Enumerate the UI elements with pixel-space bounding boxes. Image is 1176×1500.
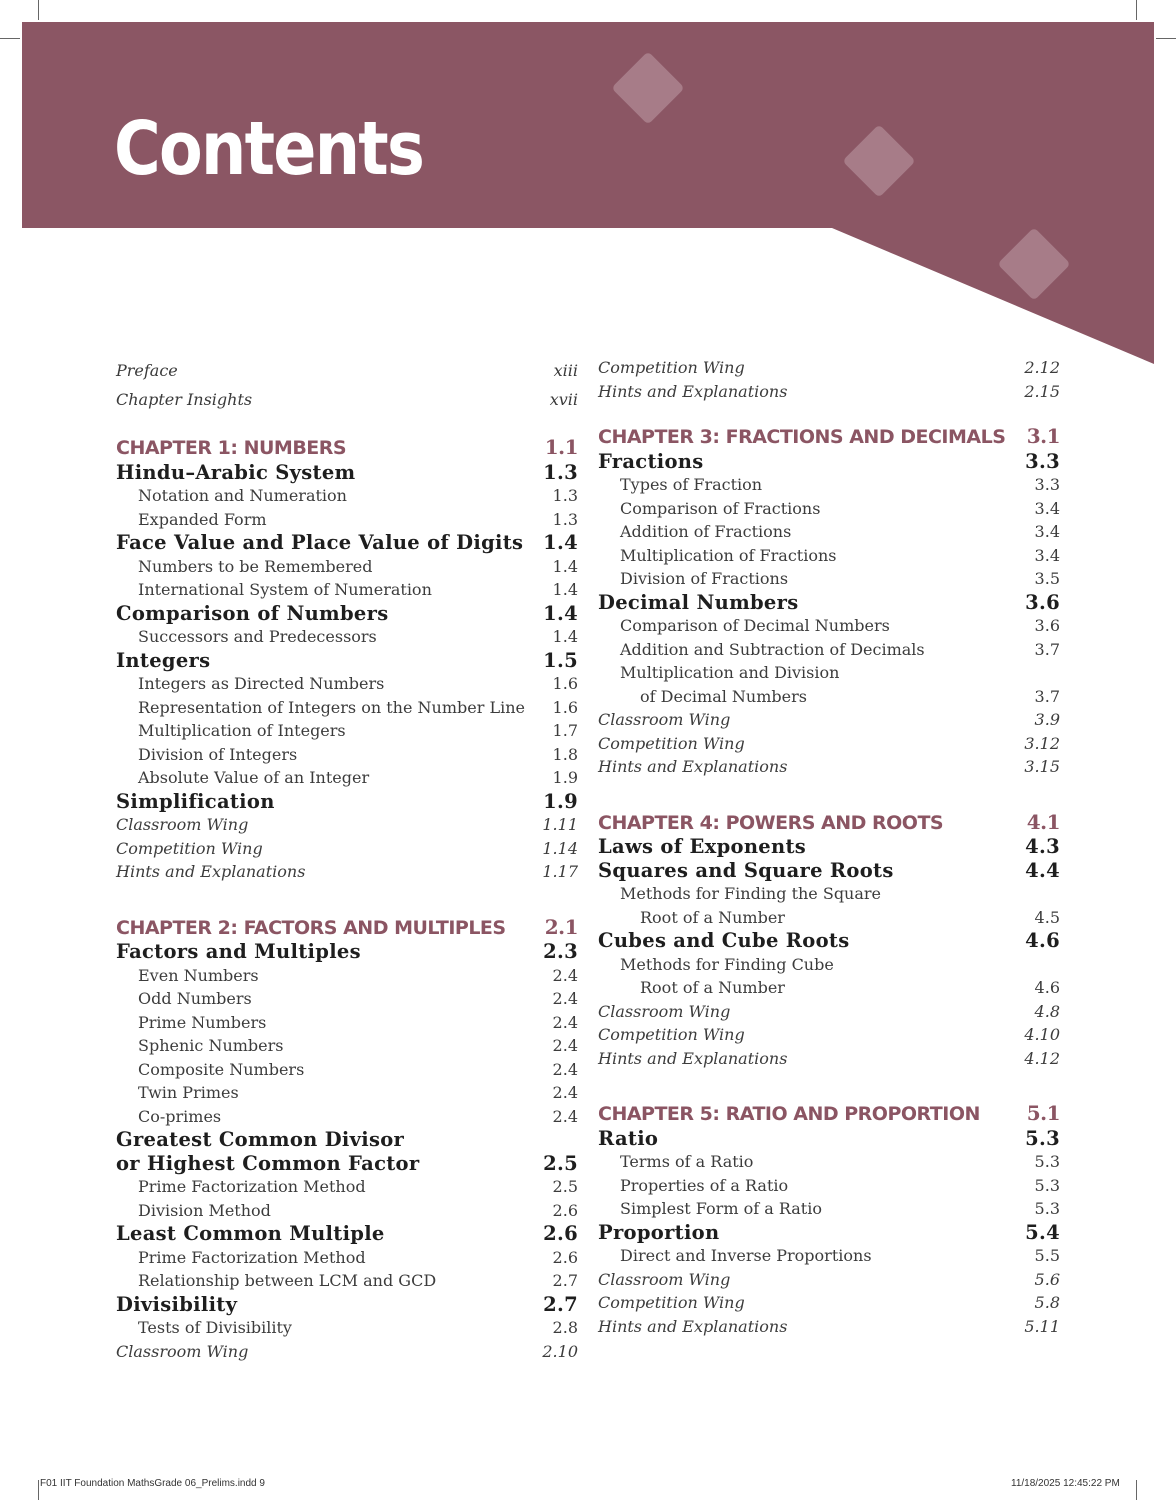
toc-entry-title: Twin Primes (138, 1083, 239, 1102)
toc-entry-wing (116, 860, 578, 884)
toc-entry-title: Divisibility (116, 1292, 238, 1316)
toc-entry-page: 5.1 (1026, 1101, 1060, 1125)
toc-list (116, 436, 578, 1363)
toc-entry-sub (598, 544, 1060, 568)
toc-entry-section (598, 929, 1060, 953)
toc-entry-sub (116, 555, 578, 579)
toc-entry-page: 1.1 (544, 435, 578, 459)
footer-file-name: F01 IIT Foundation MathsGrade 06_Prelims.indd 9 (40, 1478, 265, 1489)
toc-entry-sub (598, 661, 1060, 685)
toc-left-column (116, 356, 578, 1363)
toc-entry-title: Hints and Explanations (598, 381, 788, 401)
toc-entry-page: 1.7 (552, 721, 578, 740)
toc-entry-section (598, 859, 1060, 883)
toc-entry-title: Competition Wing (598, 733, 745, 753)
toc-entry-page: 2.5 (552, 1177, 578, 1196)
toc-entry-page: 3.3 (1034, 475, 1060, 494)
toc-entry-page: 1.17 (542, 862, 578, 881)
toc-entry-section (116, 1152, 578, 1176)
toc-entry-title: Integers as Directed Numbers (138, 674, 385, 693)
toc-entry-section (598, 450, 1060, 474)
toc-entry-title: CHAPTER 5: RATIO AND PROPORTION (598, 1103, 980, 1125)
toc-entry-sub (598, 473, 1060, 497)
toc-entry-title: Tests of Divisibility (138, 1318, 292, 1337)
toc-entry-sub (116, 1316, 578, 1340)
toc-entry-title: Integers (116, 648, 211, 672)
toc-entry-page: 2.5 (543, 1151, 578, 1175)
toc-entry-page: 2.10 (542, 1341, 578, 1361)
toc-entry-sub (116, 1081, 578, 1105)
toc-entry-title: Multiplication of Integers (138, 721, 346, 740)
toc-entry-wing (116, 1340, 578, 1364)
toc-entry-title: Proportion (598, 1220, 720, 1244)
toc-entry-wing (116, 813, 578, 837)
toc-entry-page: 5.4 (1025, 1220, 1060, 1244)
toc-entry-page: 1.14 (542, 838, 578, 858)
toc-entry-page: 1.3 (543, 460, 578, 484)
toc-entry-section (116, 1128, 578, 1152)
crop-mark (1136, 1480, 1137, 1500)
toc-entry-page: 3.7 (1034, 639, 1060, 659)
toc-list (598, 356, 1060, 1338)
toc-entry-title: Absolute Value of an Integer (138, 768, 370, 787)
toc-entry-sub (116, 719, 578, 743)
toc-entry-title: Hints and Explanations (598, 1316, 788, 1336)
toc-entry-section (598, 1221, 1060, 1245)
toc-entry-wing (598, 755, 1060, 779)
toc-entry-page: 1.4 (552, 580, 578, 599)
toc-entry-title: Decimal Numbers (598, 590, 799, 614)
toc-entry-sub (116, 508, 578, 532)
toc-entry-chapter (116, 916, 578, 941)
toc-entry-section (116, 649, 578, 673)
toc-entry-chapter (116, 436, 578, 461)
toc-entry-title: Hints and Explanations (598, 757, 788, 776)
toc-entry-sub (598, 520, 1060, 544)
toc-entry-page: 3.7 (1034, 686, 1060, 706)
toc-entry-wing (598, 708, 1060, 732)
toc-entry-title: Simplest Form of a Ratio (620, 1199, 822, 1218)
toc-entry-title: Numbers to be Remembered (138, 556, 373, 576)
toc-entry-title: Division of Fractions (620, 569, 789, 588)
toc-entry-page: 2.7 (552, 1271, 578, 1290)
toc-entry-sub (598, 614, 1060, 638)
toc-entry-page: 4.8 (1034, 1001, 1060, 1021)
toc-entry-title: Prime Factorization Method (138, 1177, 366, 1196)
toc-entry-title: of Decimal Numbers (640, 686, 807, 706)
toc-entry-page: 3.6 (1025, 590, 1060, 614)
toc-entry-page: 5.6 (1034, 1269, 1060, 1289)
toc-entry-page: 2.4 (552, 989, 578, 1008)
toc-entry-page: 1.8 (552, 744, 578, 764)
toc-entry-page: 2.6 (543, 1222, 578, 1245)
toc-entry-title: Laws of Exponents (598, 835, 807, 858)
toc-entry-title: Face Value and Place Value of Digits (116, 531, 524, 554)
toc-entry-title: Classroom Wing (116, 1341, 249, 1361)
toc-entry-title: Even Numbers (138, 965, 259, 985)
toc-entry-page: 2.7 (543, 1292, 578, 1316)
toc-entry-wing (598, 1047, 1060, 1071)
toc-entry-page: 1.6 (552, 674, 578, 693)
toc-entry-page: 2.4 (552, 1059, 578, 1079)
toc-entry-chapter (598, 811, 1060, 836)
toc-entry-chapter (598, 425, 1060, 450)
toc-entry-wing (598, 1268, 1060, 1292)
toc-entry-page: 5.11 (1024, 1316, 1060, 1336)
toc-entry-page: 1.3 (552, 486, 578, 505)
toc-entry-title: Division Method (138, 1200, 271, 1220)
toc-entry-sub (598, 1244, 1060, 1268)
toc-entry-sub (598, 882, 1060, 906)
toc-entry-title: Cubes and Cube Roots (598, 929, 850, 952)
toc-entry-sub (116, 484, 578, 508)
toc-entry-title: Successors and Predecessors (138, 627, 377, 646)
toc-entry-page: 5.8 (1034, 1293, 1060, 1312)
toc-entry-sub (116, 1199, 578, 1223)
toc-entry-front-matter (116, 356, 578, 385)
toc-entry-sub (598, 497, 1060, 521)
toc-entry-page: 1.11 (542, 815, 578, 834)
front-matter-list (116, 356, 578, 414)
toc-entry-wing (598, 1315, 1060, 1339)
toc-entry-sub (116, 1105, 578, 1129)
toc-entry-title: Terms of a Ratio (620, 1152, 754, 1171)
toc-entry-sub (116, 1246, 578, 1270)
toc-entry-page: 4.4 (1025, 858, 1060, 882)
toc-entry-sub (116, 987, 578, 1011)
toc-entry-page: 4.6 (1034, 978, 1060, 997)
toc-entry-sub (598, 1197, 1060, 1221)
toc-entry-title: Classroom Wing (598, 1269, 731, 1289)
banner-shape (22, 22, 1154, 364)
toc-entry-title: Squares and Square Roots (598, 858, 894, 882)
toc-entry-page: 1.9 (543, 789, 578, 813)
toc-entry-section (116, 790, 578, 814)
toc-entry-title: Types of Fraction (620, 475, 763, 494)
toc-entry-page: 1.4 (543, 531, 578, 554)
footer-timestamp: 11/18/2025 12:45:22 PM (1011, 1478, 1120, 1489)
toc-entry-page: 5.3 (1025, 1126, 1060, 1150)
toc-entry-sub (116, 766, 578, 790)
toc-entry-title: Relationship between LCM and GCD (138, 1271, 437, 1290)
toc-entry-title: Chapter Insights (116, 390, 253, 409)
toc-entry-title: Comparison of Decimal Numbers (620, 616, 890, 635)
toc-entry-chapter (598, 1102, 1060, 1127)
toc-entry-title: Addition and Subtraction of Decimals (620, 639, 925, 659)
toc-entry-page: 4.10 (1024, 1025, 1060, 1044)
toc-entry-title: Hints and Explanations (116, 862, 306, 881)
toc-entry-page: 3.4 (1034, 522, 1060, 541)
toc-entry-section (116, 531, 578, 555)
toc-entry-title: Comparison of Numbers (116, 601, 389, 625)
toc-entry-title: International System of Numeration (138, 580, 432, 599)
toc-entry-title: Prime Factorization Method (138, 1247, 366, 1267)
toc-entry-title: Co-primes (138, 1106, 222, 1126)
toc-entry-title: Representation of Integers on the Number Line (138, 697, 525, 717)
toc-entry-page: 4.1 (1026, 809, 1060, 834)
toc-entry-title: Fractions (598, 449, 704, 473)
toc-entry-page: 3.15 (1024, 757, 1060, 776)
toc-entry-page: 2.12 (1024, 358, 1060, 377)
toc-entry-title: Factors and Multiples (116, 940, 361, 963)
toc-entry-title: Notation and Numeration (138, 486, 347, 505)
toc-entry-title: Competition Wing (598, 1025, 745, 1044)
toc-entry-title: Ratio (598, 1126, 659, 1150)
toc-entry-title: Methods for Finding the Square (620, 884, 882, 903)
toc-entry-section (116, 461, 578, 485)
toc-entry-sub (116, 625, 578, 649)
toc-entry-title: Expanded Form (138, 509, 267, 529)
toc-entry-title: or Highest Common Factor (116, 1151, 420, 1175)
toc-entry-title: Methods for Finding Cube (620, 954, 834, 974)
toc-entry-sub (598, 1150, 1060, 1174)
toc-entry-wing (116, 837, 578, 861)
toc-entry-page: 1.4 (552, 627, 578, 646)
toc-entry-sub (116, 1175, 578, 1199)
toc-entry-title: CHAPTER 4: POWERS AND ROOTS (598, 811, 944, 834)
toc-entry-page: 1.3 (552, 509, 578, 529)
toc-entry-sub (116, 1011, 578, 1035)
toc-entry-sub (598, 953, 1060, 977)
toc-entry-title: CHAPTER 3: FRACTIONS AND DECIMALS (598, 426, 1006, 448)
toc-entry-title: Hindu–Arabic System (116, 460, 356, 484)
toc-entry-title: Hints and Explanations (598, 1048, 788, 1068)
toc-entry-page: 1.5 (543, 648, 578, 672)
toc-entry-section (116, 602, 578, 626)
toc-entry-page: 5.5 (1034, 1246, 1060, 1265)
toc-entry-section (116, 940, 578, 964)
toc-entry-title: Composite Numbers (138, 1059, 305, 1079)
toc-entry-title: Comparison of Fractions (620, 498, 821, 518)
toc-entry-title: Competition Wing (598, 358, 745, 377)
toc-entry-page: 3.4 (1034, 545, 1060, 565)
toc-entry-sub (116, 964, 578, 988)
toc-entry-front-matter (116, 385, 578, 414)
toc-entry-sub2 (598, 906, 1060, 930)
toc-entry-sub (116, 696, 578, 720)
toc-entry-title: Classroom Wing (116, 815, 249, 834)
toc-entry-page: 3.3 (1025, 449, 1060, 473)
toc-entry-sub (116, 672, 578, 696)
toc-entry-page: 4.5 (1034, 907, 1060, 927)
toc-entry-page: 2.6 (552, 1200, 578, 1220)
toc-entry-title: Odd Numbers (138, 989, 252, 1008)
toc-entry-title: Competition Wing (598, 1293, 745, 1312)
toc-entry-title: Competition Wing (116, 838, 263, 858)
toc-entry-title: Addition of Fractions (620, 522, 792, 541)
toc-entry-page: 5.3 (1034, 1152, 1060, 1171)
toc-entry-page: 5.3 (1034, 1175, 1060, 1195)
toc-entry-page: xiii (553, 361, 578, 380)
toc-entry-title: Root of a Number (640, 978, 785, 997)
toc-entry-page: 2.4 (552, 1083, 578, 1102)
toc-entry-wing (598, 1000, 1060, 1024)
toc-entry-wing (598, 732, 1060, 756)
toc-entry-sub2 (598, 685, 1060, 709)
toc-entry-title: Prime Numbers (138, 1012, 267, 1032)
toc-entry-sub (598, 638, 1060, 662)
toc-entry-page: 3.5 (1034, 569, 1060, 588)
toc-entry-page: xvii (549, 390, 578, 409)
toc-entry-title: Multiplication and Division (620, 663, 840, 682)
toc-entry-sub (598, 567, 1060, 591)
toc-entry-sub (116, 578, 578, 602)
toc-entry-sub (116, 1058, 578, 1082)
toc-entry-title: CHAPTER 2: FACTORS AND MULTIPLES (116, 916, 506, 939)
toc-entry-page: 4.6 (1025, 929, 1060, 952)
toc-entry-page: 1.4 (543, 601, 578, 625)
toc-entry-page: 2.3 (543, 940, 578, 963)
toc-entry-wing (598, 380, 1060, 404)
toc-entry-title: Multiplication of Fractions (620, 545, 837, 565)
toc-entry-wing (598, 1023, 1060, 1047)
toc-entry-section (116, 1222, 578, 1246)
toc-entry-section (598, 835, 1060, 859)
toc-entry-wing (598, 1291, 1060, 1315)
toc-entry-title: Classroom Wing (598, 1001, 731, 1021)
toc-entry-page: 2.4 (552, 1012, 578, 1032)
toc-entry-section (598, 591, 1060, 615)
toc-entry-title: Direct and Inverse Proportions (620, 1246, 872, 1265)
page-title: Contents (114, 106, 424, 192)
toc-entry-page: 3.12 (1024, 733, 1060, 753)
toc-entry-page: 1.4 (552, 556, 578, 576)
toc-entry-page: 2.15 (1024, 381, 1060, 401)
toc-right-column (598, 356, 1060, 1338)
toc-entry-sub (116, 1269, 578, 1293)
toc-entry-sub (116, 1034, 578, 1058)
toc-entry-title: Sphenic Numbers (138, 1036, 284, 1055)
toc-entry-page: 2.4 (552, 1106, 578, 1126)
toc-entry-sub2 (598, 976, 1060, 1000)
toc-entry-page: 1.9 (552, 768, 578, 787)
toc-entry-sub (598, 1174, 1060, 1198)
toc-entry-page: 4.12 (1024, 1048, 1060, 1068)
toc-entry-page: 1.6 (552, 697, 578, 717)
toc-entry-title: Division of Integers (138, 744, 298, 764)
toc-entry-page: 2.8 (552, 1318, 578, 1337)
toc-entry-section (116, 1293, 578, 1317)
toc-entry-page: 2.6 (552, 1247, 578, 1267)
toc-entry-title: Greatest Common Divisor (116, 1128, 405, 1151)
toc-entry-wing (598, 356, 1060, 380)
crop-mark (38, 1480, 39, 1500)
toc-entry-page: 2.4 (552, 1036, 578, 1055)
toc-entry-section (598, 1127, 1060, 1151)
toc-entry-page: 3.9 (1034, 710, 1060, 729)
toc-entry-title: Classroom Wing (598, 710, 731, 729)
toc-entry-title: CHAPTER 1: NUMBERS (116, 437, 347, 459)
toc-entry-title: Root of a Number (640, 907, 785, 927)
toc-entry-title: Least Common Multiple (116, 1222, 385, 1245)
toc-entry-page: 2.4 (552, 965, 578, 985)
toc-entry-page: 5.3 (1034, 1199, 1060, 1218)
toc-entry-page: 3.6 (1034, 616, 1060, 635)
toc-entry-page: 2.1 (544, 914, 578, 939)
toc-entry-page: 3.4 (1034, 498, 1060, 518)
toc-entry-page: 3.1 (1026, 424, 1060, 448)
toc-entry-page: 4.3 (1025, 835, 1060, 858)
toc-entry-title: Properties of a Ratio (620, 1175, 789, 1195)
toc-entry-sub (116, 743, 578, 767)
toc-entry-title: Simplification (116, 789, 275, 813)
toc-entry-title: Preface (116, 361, 178, 380)
